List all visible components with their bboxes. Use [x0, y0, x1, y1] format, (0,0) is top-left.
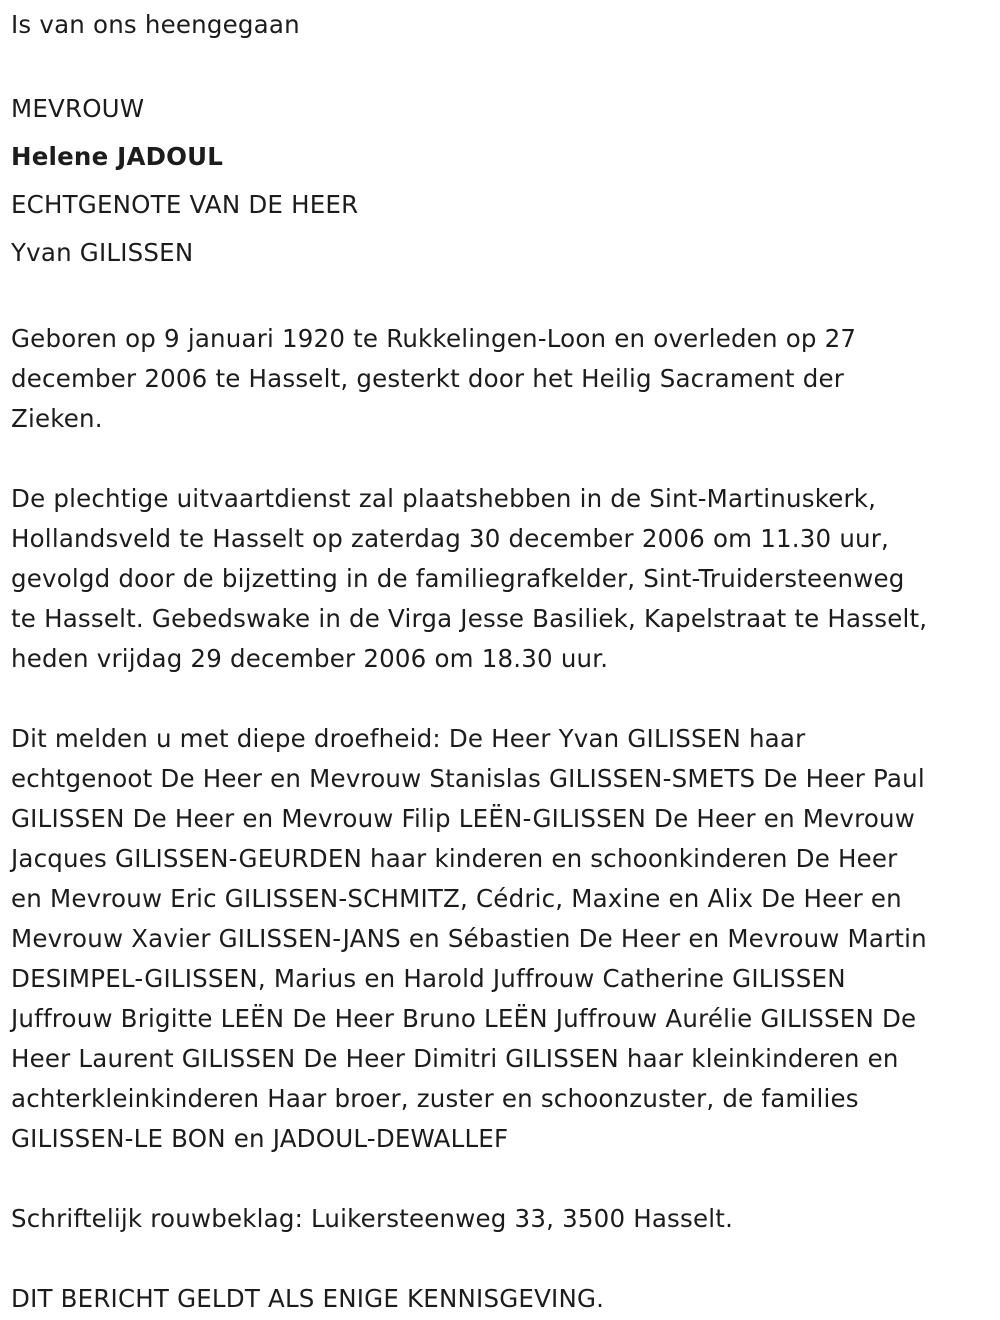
- spouse-name: Yvan GILISSEN: [11, 238, 194, 267]
- deceased-name: Helene JADOUL: [11, 142, 224, 171]
- paragraph-line: Hollandsveld te Hasselt op zaterdag 30 december 2006 om 11.30 uur,: [11, 524, 890, 553]
- paragraph-line: DESIMPEL-GILISSEN, Marius en Harold Juffrouw Catherine GILISSEN: [11, 964, 846, 993]
- condolence-address: Schriftelijk rouwbeklag: Luikersteenweg 33, 3500 Hasselt.: [11, 1204, 734, 1233]
- paragraph-line: Dit melden u met diepe droefheid: De Heer Yvan GILISSEN haar: [11, 724, 806, 753]
- paragraph-line: De plechtige uitvaartdienst zal plaatshebben in de Sint-Martinuskerk,: [11, 484, 877, 513]
- notice-text: DIT BERICHT GELDT ALS ENIGE KENNISGEVING.: [11, 1284, 605, 1313]
- deceased-block: [11, 85, 990, 277]
- paragraph-line: GILISSEN De Heer en Mevrouw Filip LEËN-GILISSEN De Heer en Mevrouw: [11, 804, 915, 833]
- paragraph-line: Jacques GILISSEN-GEURDEN haar kinderen en schoonkinderen De Heer: [11, 844, 898, 873]
- paragraph-line: Mevrouw Xavier GILISSEN-JANS en Sébastien De Heer en Mevrouw Martin: [11, 924, 927, 953]
- paragraph-line: te Hasselt. Gebedswake in de Virga Jesse Basiliek, Kapelstraat te Hasselt,: [11, 604, 928, 633]
- spouse-relation: ECHTGENOTE VAN DE HEER: [11, 190, 359, 219]
- paragraph-line: GILISSEN-LE BON en JADOUL-DEWALLEF: [11, 1124, 509, 1153]
- family-paragraph: [11, 719, 990, 1159]
- paragraph-line: Juffrouw Brigitte LEËN De Heer Bruno LEËN Juffrouw Aurélie GILISSEN De: [11, 1004, 917, 1033]
- title-prefix: MEVROUW: [11, 94, 145, 123]
- paragraph-line: gevolgd door de bijzetting in de familiegrafkelder, Sint-Truidersteenweg: [11, 564, 905, 593]
- paragraph-line: Zieken.: [11, 404, 103, 433]
- notice-paragraph: [11, 1279, 990, 1319]
- paragraph-line: achterkleinkinderen Haar broer, zuster en schoonzuster, de families: [11, 1084, 859, 1113]
- paragraph-line: december 2006 te Hasselt, gesterkt door het Heilig Sacrament der: [11, 364, 844, 393]
- paragraph-line: en Mevrouw Eric GILISSEN-SCHMITZ, Cédric, Maxine en Alix De Heer en: [11, 884, 902, 913]
- intro-text: Is van ons heengegaan: [11, 10, 300, 39]
- paragraph-line: echtgenoot De Heer en Mevrouw Stanislas GILISSEN-SMETS De Heer Paul: [11, 764, 925, 793]
- paragraph-line: heden vrijdag 29 december 2006 om 18.30 uur.: [11, 644, 609, 673]
- paragraph-line: Heer Laurent GILISSEN De Heer Dimitri GILISSEN haar kleinkinderen en: [11, 1044, 899, 1073]
- condolence-paragraph: [11, 1199, 990, 1239]
- birth-death-paragraph: [11, 319, 990, 439]
- paragraph-line: Geboren op 9 januari 1920 te Rukkelingen-Loon en overleden op 27: [11, 324, 857, 353]
- funeral-paragraph: [11, 479, 990, 679]
